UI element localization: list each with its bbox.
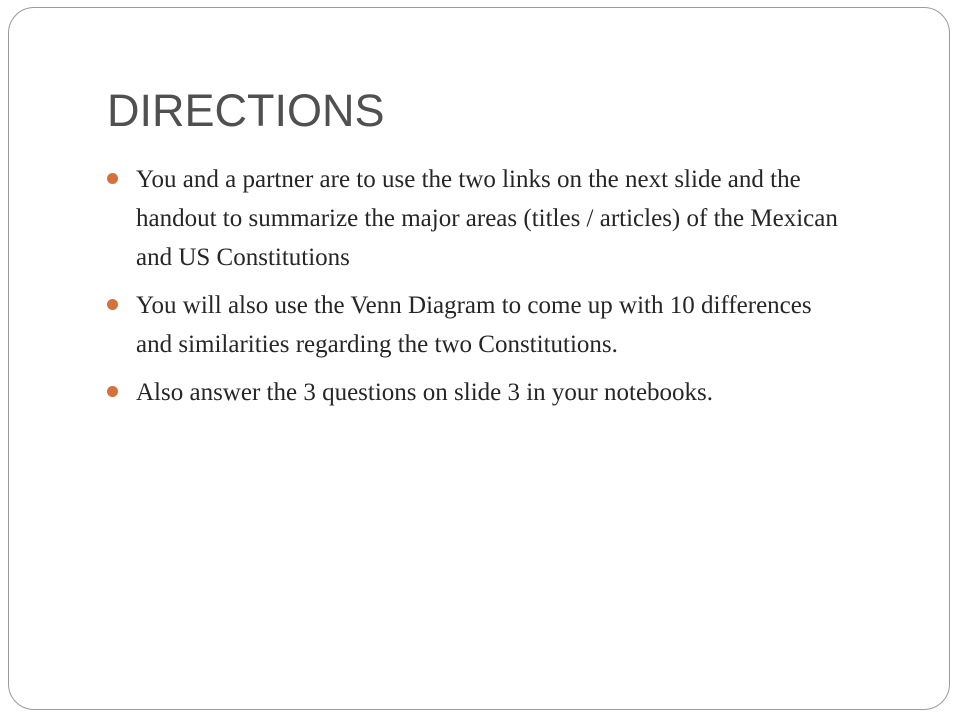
bullet-text: You will also use the Venn Diagram to come up with 10 differences and similarities regarding the two Constitutions. — [136, 292, 812, 358]
bullet-dot-icon — [107, 386, 118, 397]
bullet-text: Also answer the 3 questions on slide 3 in your notebooks. — [136, 379, 714, 406]
bullet-text: You and a partner are to use the two links on the next slide and the handout to summarize the major areas (titles / articles) of the Mexican and US Constitutions — [136, 166, 838, 271]
bullet-item — [107, 373, 847, 412]
bullet-item — [107, 286, 847, 364]
bullet-dot-icon — [107, 173, 118, 184]
bullet-list — [107, 160, 847, 421]
bullet-dot-icon — [107, 299, 118, 310]
slide-title: DIRECTIONS — [107, 85, 385, 136]
bullet-item — [107, 160, 847, 277]
